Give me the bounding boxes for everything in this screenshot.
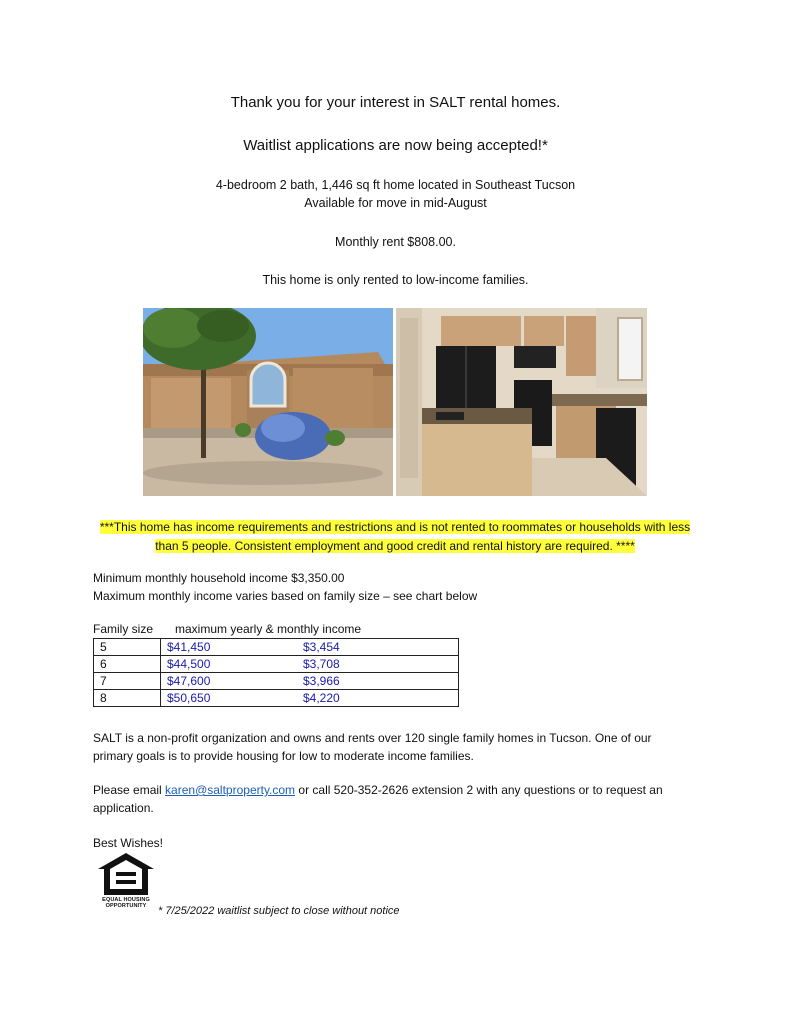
yearly-income-cell: $47,600: [161, 673, 298, 690]
monthly-income-cell: $3,708: [297, 656, 459, 673]
table-row: [94, 639, 459, 656]
income-table-header: [93, 622, 362, 636]
closing-text: Best Wishes!: [93, 836, 164, 850]
exterior-photo: [143, 308, 393, 496]
column-max-income: maximum yearly & monthly income: [175, 622, 362, 636]
low-income-text: This home is only rented to low-income families.: [262, 273, 529, 287]
rent-text: Monthly rent $808.00.: [335, 235, 456, 249]
column-family-size: Family size: [93, 622, 154, 636]
family-size-cell: 6: [94, 656, 161, 673]
income-notice: [92, 518, 698, 556]
home-description: 4-bedroom 2 bath, 1,446 sq ft home located in Southeast Tucson: [215, 178, 576, 192]
contact-prefix: Please email: [93, 783, 166, 797]
waitlist-footnote: * 7/25/2022 waitlist subject to close without notice: [158, 905, 400, 917]
thanks-heading: Thank you for your interest in SALT rental homes.: [230, 94, 561, 111]
contact-paragraph: [93, 781, 703, 817]
availability-text: Available for move in mid-August: [304, 196, 487, 210]
monthly-income-cell: $4,220: [297, 690, 459, 707]
minimum-income: Minimum monthly household income $3,350.00: [93, 571, 345, 585]
waitlist-heading: Waitlist applications are now being accepted!*: [243, 137, 548, 154]
kitchen-photo: [396, 308, 647, 496]
yearly-income-cell: $41,450: [161, 639, 298, 656]
table-row: [94, 690, 459, 707]
income-table: [93, 638, 459, 707]
equal-housing-text: [96, 897, 156, 909]
table-row: [94, 673, 459, 690]
family-size-cell: 7: [94, 673, 161, 690]
house-icon: [96, 851, 156, 897]
yearly-income-cell: $50,650: [161, 690, 298, 707]
contact-suffix: or call 520-352-2626 extension 2 with any questions or to request an application.: [93, 783, 663, 815]
monthly-income-cell: $3,966: [297, 673, 459, 690]
equal-housing-line: EQUAL HOUSING: [102, 897, 150, 903]
income-notice-text: ***This home has income requirements and restrictions and is not rented to roommates or households with less than 5 people. Consistent employment and good credit and rental history are required. ****: [99, 520, 691, 553]
about-salt: SALT is a non-profit organization and owns and rents over 120 single family homes in Tucson. One of our primary goals is to provide housing for low to moderate income families.: [93, 731, 652, 763]
table-row: [94, 656, 459, 673]
maximum-income-note: Maximum monthly income varies based on family size – see chart below: [93, 589, 478, 603]
email-link[interactable]: karen@saltproperty.com: [165, 783, 296, 797]
family-size-cell: 5: [94, 639, 161, 656]
opportunity-line: OPPORTUNITY: [105, 903, 147, 909]
yearly-income-cell: $44,500: [161, 656, 298, 673]
family-size-cell: 8: [94, 690, 161, 707]
monthly-income-cell: $3,454: [297, 639, 459, 656]
